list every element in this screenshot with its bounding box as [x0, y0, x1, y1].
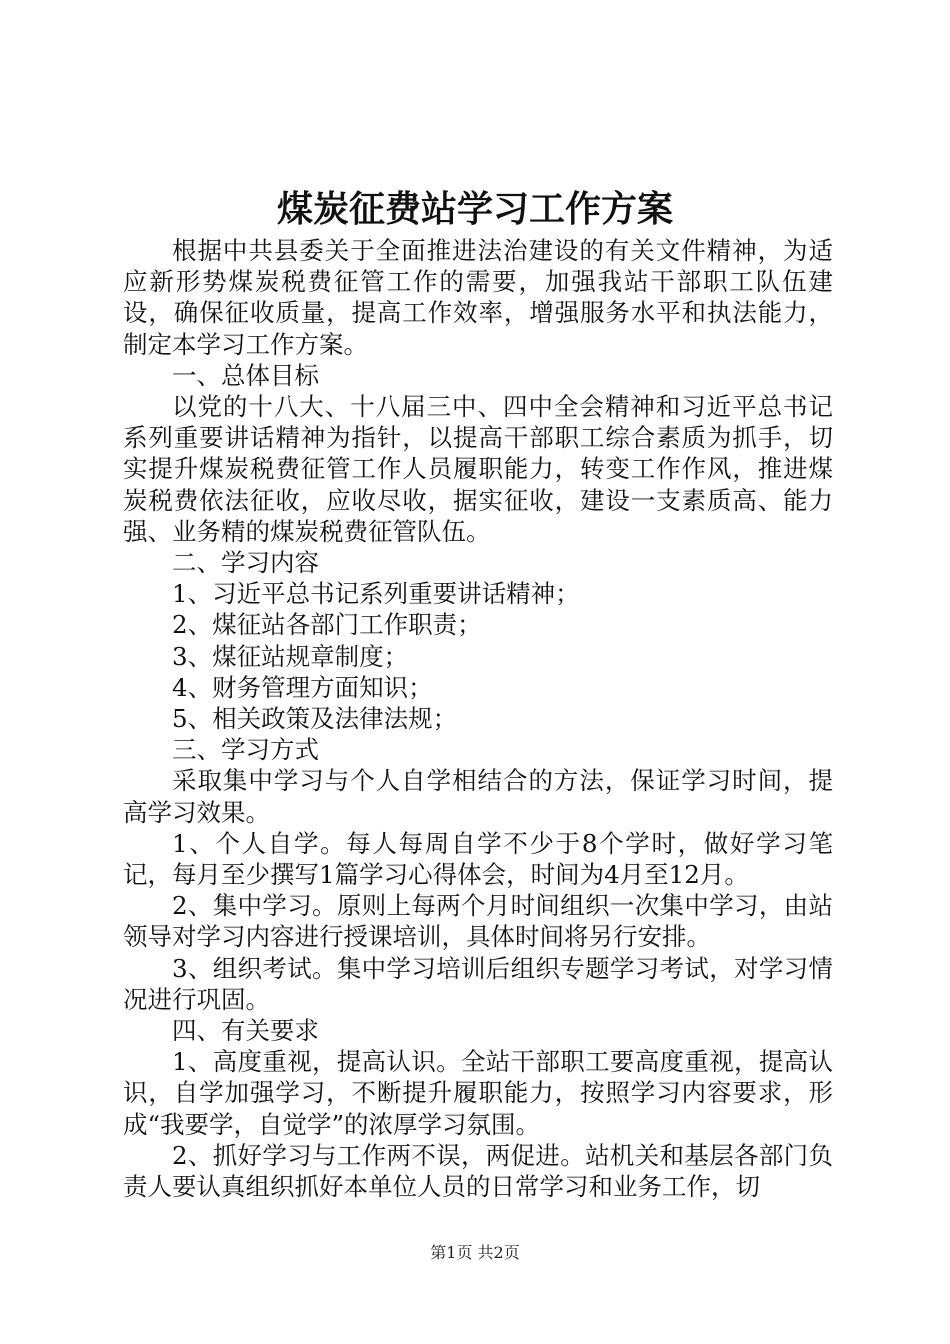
section-heading: 一、总体目标: [172, 360, 319, 390]
paragraph: 以党的十八大、十八届三中、四中全会精神和习近平总书记系列重要讲话精神为指针，以提高干部职工综合素质为抓手，切实提升煤炭税费征管工作人员履职能力，转变工作作风，推进煤炭税费依法征收，应收尽收，据实征收，建设一支素质高、能力强、业务精的煤炭税费征管队伍。: [123, 392, 833, 546]
page-footer: 第1页 共2页: [430, 1243, 520, 1262]
section-heading: 三、学习方式: [172, 735, 319, 765]
list-item: 2、煤征站各部门工作职责；: [172, 610, 482, 640]
paragraph: 采取集中学习与个人自学相结合的方法，保证学习时间，提高学习效果。: [123, 766, 833, 827]
list-item: 4、财务管理方面知识；: [172, 672, 433, 702]
document-body: [123, 235, 833, 1202]
paragraph: 1、高度重视，提高认识。全站干部职工要高度重视，提高认识，自学加强学习，不断提升履职能力，按照学习内容要求，形成“我要学，自觉学”的浓厚学习氛围。: [123, 1047, 833, 1139]
paragraph: 2、抓好学习与工作两不误，两促进。站机关和基层各部门负责人要认真组织抓好本单位人员的日常学习和业务工作，切: [123, 1140, 833, 1202]
paragraph: 2、集中学习。原则上每两个月时间组织一次集中学习，由站领导对学习内容进行授课培训，具体时间将另行安排。: [123, 891, 833, 952]
paragraph: 根据中共县委关于全面推进法治建设的有关文件精神，为适应新形势煤炭税费征管工作的需要，加强我站干部职工队伍建设，确保征收质量，提高工作效率，增强服务水平和执法能力，制定本学习工作方案。: [123, 236, 833, 359]
paragraph: 1、个人自学。每人每周自学不少于8个学时，做好学习笔记，每月至少撰写1篇学习心得体会，时间为4月至12月。: [123, 828, 833, 890]
paragraph: 3、组织考试。集中学习培训后组织专题学习考试，对学习情况进行巩固。: [123, 953, 833, 1014]
section-heading: 二、学习内容: [172, 548, 319, 578]
list-item: 5、相关政策及法律法规；: [172, 704, 458, 734]
section-heading: 四、有关要求: [172, 1016, 319, 1046]
list-item: 3、煤征站规章制度；: [172, 641, 409, 671]
document-title: 煤炭征费站学习工作方案: [276, 188, 673, 230]
list-item: 1、习近平总书记系列重要讲话精神；: [172, 579, 580, 609]
